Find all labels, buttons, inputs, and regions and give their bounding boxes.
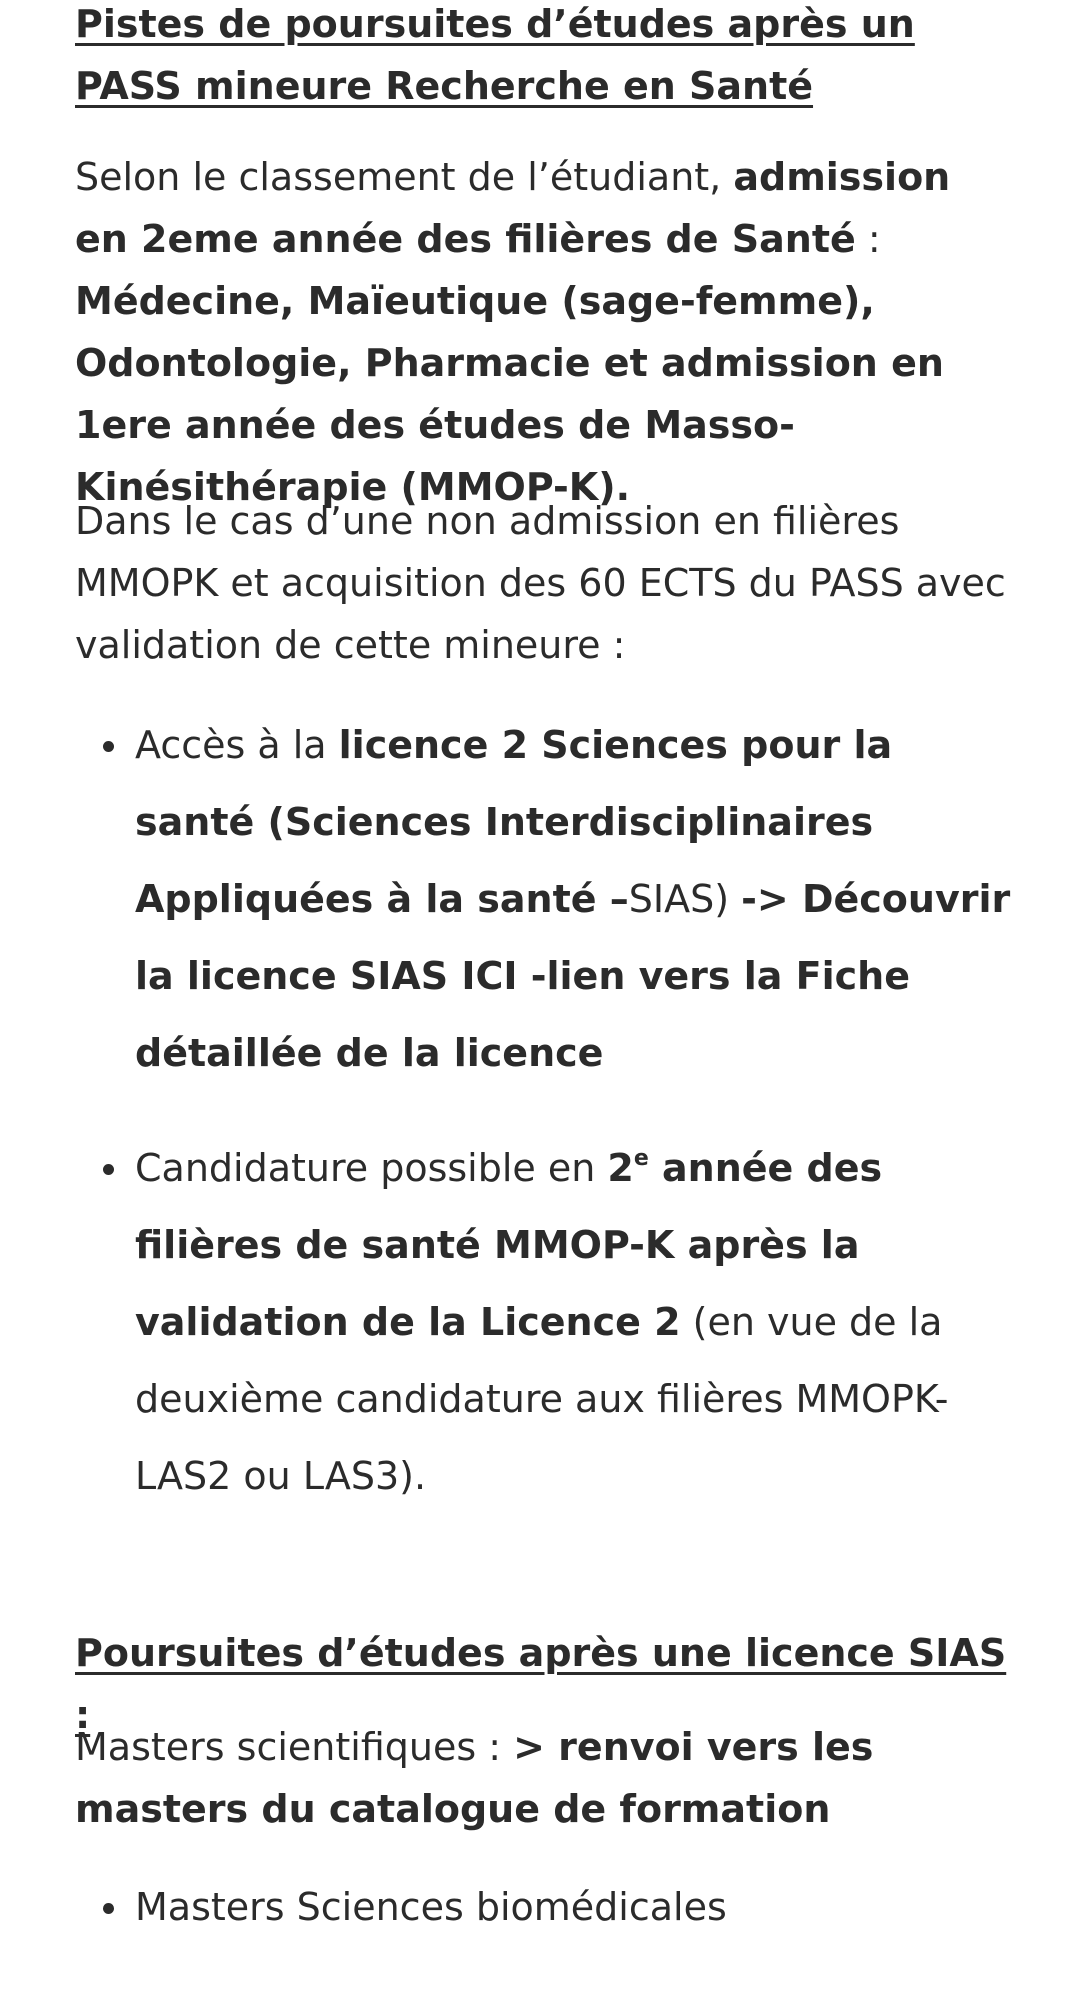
masters-list <box>75 1876 1015 1938</box>
list-item-licence-sias <box>75 707 1015 1092</box>
candidature-note: (en vue de la deuxième candidature aux filières MMOPK-LAS2 ou LAS3). <box>135 1300 949 1498</box>
masters-paragraph <box>75 1716 1015 1840</box>
candidature-intro: Candidature possible en <box>135 1146 608 1190</box>
options-list-2 <box>75 1130 1015 1515</box>
licence-abbrev: SIAS) <box>628 877 742 921</box>
options-list-1 <box>75 707 1015 1092</box>
admission-paragraph <box>75 146 1015 518</box>
admission-separator: : <box>855 217 881 261</box>
masters-intro: Masters scientifiques : <box>75 1725 514 1769</box>
masters-catalogue-link[interactable]: > renvoi vers les masters du catalogue de formation <box>75 1725 874 1831</box>
section-heading-pass: Pistes de poursuites d’études après un PASS mineure Recherche en Santé <box>75 2 915 108</box>
admission-intro: Selon le classement de l’étudiant, <box>75 155 734 199</box>
candidature-year: 2e année des filières de santé MMOP-K après la validation de la Licence 2 <box>135 1146 883 1344</box>
ordinal-suffix: e <box>633 1146 649 1171</box>
licence-intro: Accès à la <box>135 723 339 767</box>
non-admission-paragraph: Dans le cas d’une non admission en filières MMOPK et acquisition des 60 ECTS du PASS avec validation de cette mineure : <box>75 499 1006 667</box>
admission-bold-1: admission en 2eme année des filières de Santé <box>75 155 951 261</box>
list-item-candidature <box>75 1130 1015 1515</box>
section-heading-sias: Poursuites d’études après une licence SIAS : <box>75 1631 1007 1737</box>
licence-sias-link[interactable]: -> Découvrir la licence SIAS ICI -lien vers la Fiche détaillée de la licence <box>135 877 1011 1075</box>
admission-bold-2: Médecine, Maïeutique (sage-femme), Odontologie, Pharmacie et admission en 1ere année des études de Masso- Kinésithérapie (MMOP-K). <box>75 279 944 509</box>
licence-name: licence 2 Sciences pour la santé (Sciences Interdisciplinaires Appliquées à la santé – <box>135 723 893 921</box>
list-item-master: Masters Sciences biomédicales <box>75 1876 1015 1938</box>
